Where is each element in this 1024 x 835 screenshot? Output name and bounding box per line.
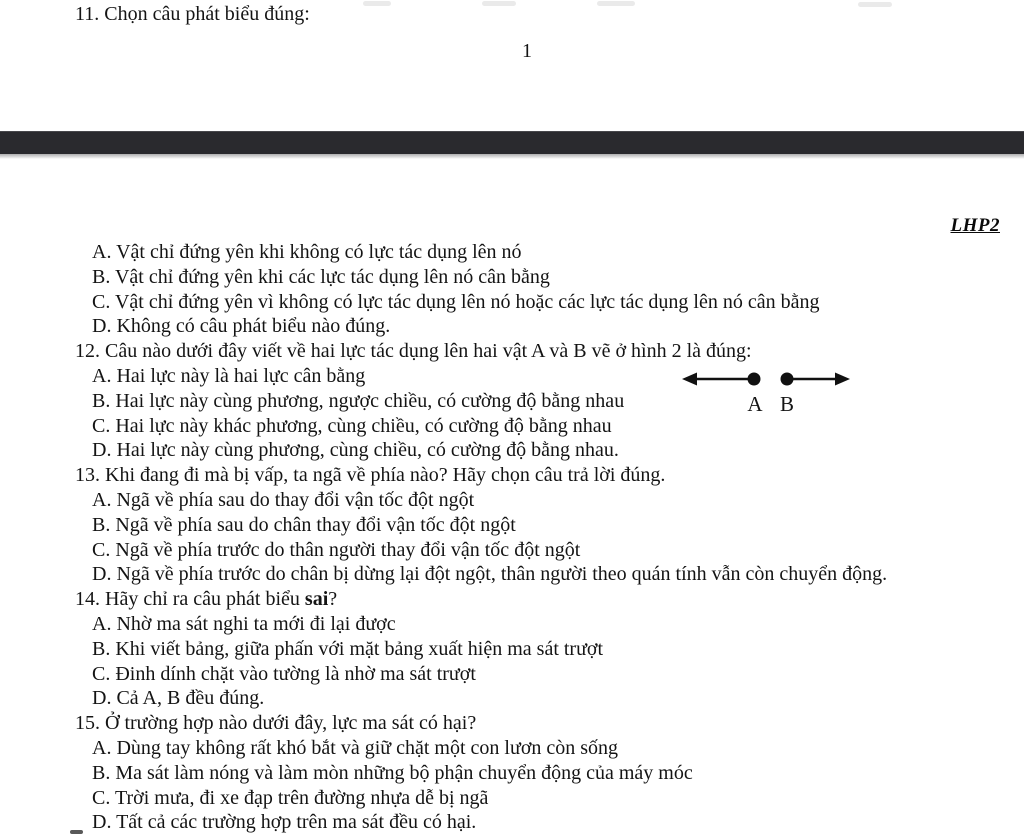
question-12-option-c: C. Hai lực này khác phương, cùng chiều, có cường độ bằng nhau [92, 414, 612, 437]
force-arrow-left-icon [682, 373, 761, 386]
question-14-option-b: B. Khi viết bảng, giữa phấn với mặt bảng xuất hiện ma sát trượt [92, 637, 604, 660]
question-15-header: 15. Ở trường hợp nào dưới đây, lực ma sát có hại? [75, 712, 477, 735]
page-separator-bar [0, 131, 1024, 154]
question-15-option-c: C. Trời mưa, đi xe đạp trên đường nhựa dễ bị ngã [92, 786, 489, 809]
question-12-option-b: B. Hai lực này cùng phương, ngược chiều, có cường độ bằng nhau [92, 389, 625, 412]
question-11-option-d: D. Không có câu phát biểu nào đúng. [92, 315, 391, 338]
question-14-option-c: C. Đinh dính chặt vào tường là nhờ ma sát trượt [92, 662, 476, 685]
question-14-header-suffix: ? [328, 588, 338, 611]
figure-label-b: B [779, 392, 795, 415]
question-12-option-d: D. Hai lực này cùng phương, cùng chiều, có cường độ bằng nhau. [92, 439, 619, 462]
question-13-option-c: C. Ngã về phía trước do thân người thay đổi vận tốc đột ngột [92, 538, 581, 561]
question-14-header [75, 587, 1015, 612]
page-separator-shadow [0, 154, 1024, 159]
question-list [75, 240, 1015, 835]
question-11-option-c: C. Vật chỉ đứng yên vì không có lực tác dụng lên nó hoặc các lực tác dụng lên nó cân bằng [92, 290, 820, 313]
question-14-option-a: A. Nhờ ma sát nghi ta mới đi lại được [92, 612, 396, 635]
question-11-option-b: B. Vật chỉ đứng yên khi các lực tác dụng lên nó cân bằng [92, 265, 550, 288]
doc-label-lhp2: LHP2 [950, 215, 1000, 236]
question-13-option-a: A. Ngã về phía sau do thay đổi vận tốc đột ngột [92, 488, 475, 511]
question-11-option-a: A. Vật chỉ đứng yên khi không có lực tác dụng lên nó [92, 241, 522, 263]
question-15-option-d: D. Tất cả các trường hợp trên ma sát đều có hại. [92, 811, 477, 834]
question-11-header: 11. Chọn câu phát biểu đúng: [75, 3, 310, 25]
scan-artifact [858, 2, 892, 7]
question-15-option-a: A. Dùng tay không rất khó bắt và giữ chặt một con lươn còn sống [92, 736, 619, 759]
question-14-header-prefix: 14. Hãy chỉ ra câu phát biểu [75, 588, 305, 611]
question-12-header: 12. Câu nào dưới đây viết về hai lực tác dụng lên hai vật A và B vẽ ở hình 2 là đúng: [75, 340, 752, 363]
scan-artifact [70, 830, 83, 834]
scan-artifact [482, 1, 516, 6]
question-13-option-b: B. Ngã về phía sau do chân thay đổi vận tốc đột ngột [92, 513, 516, 536]
question-13-option-d: D. Ngã về phía trước do chân bị dừng lại đột ngột, thân người theo quán tính vẫn còn chuyển động. [92, 563, 888, 586]
question-14-option-d: D. Cả A, B đều đúng. [92, 687, 265, 710]
figure-label-a: A [747, 392, 763, 415]
page-number: 1 [522, 40, 532, 62]
question-14-header-bold: sai [304, 588, 329, 611]
force-arrow-right-icon [781, 373, 851, 386]
scan-artifact [597, 1, 635, 6]
question-13-header: 13. Khi đang đi mà bị vấp, ta ngã về phía nào? Hãy chọn câu trả lời đúng. [75, 464, 666, 487]
question-15-option-b: B. Ma sát làm nóng và làm mòn những bộ phận chuyển động của máy móc [92, 761, 693, 784]
figure-force-diagram [680, 365, 852, 415]
scan-artifact [363, 1, 391, 6]
question-12-option-a: A. Hai lực này là hai lực cân bằng [92, 364, 366, 387]
